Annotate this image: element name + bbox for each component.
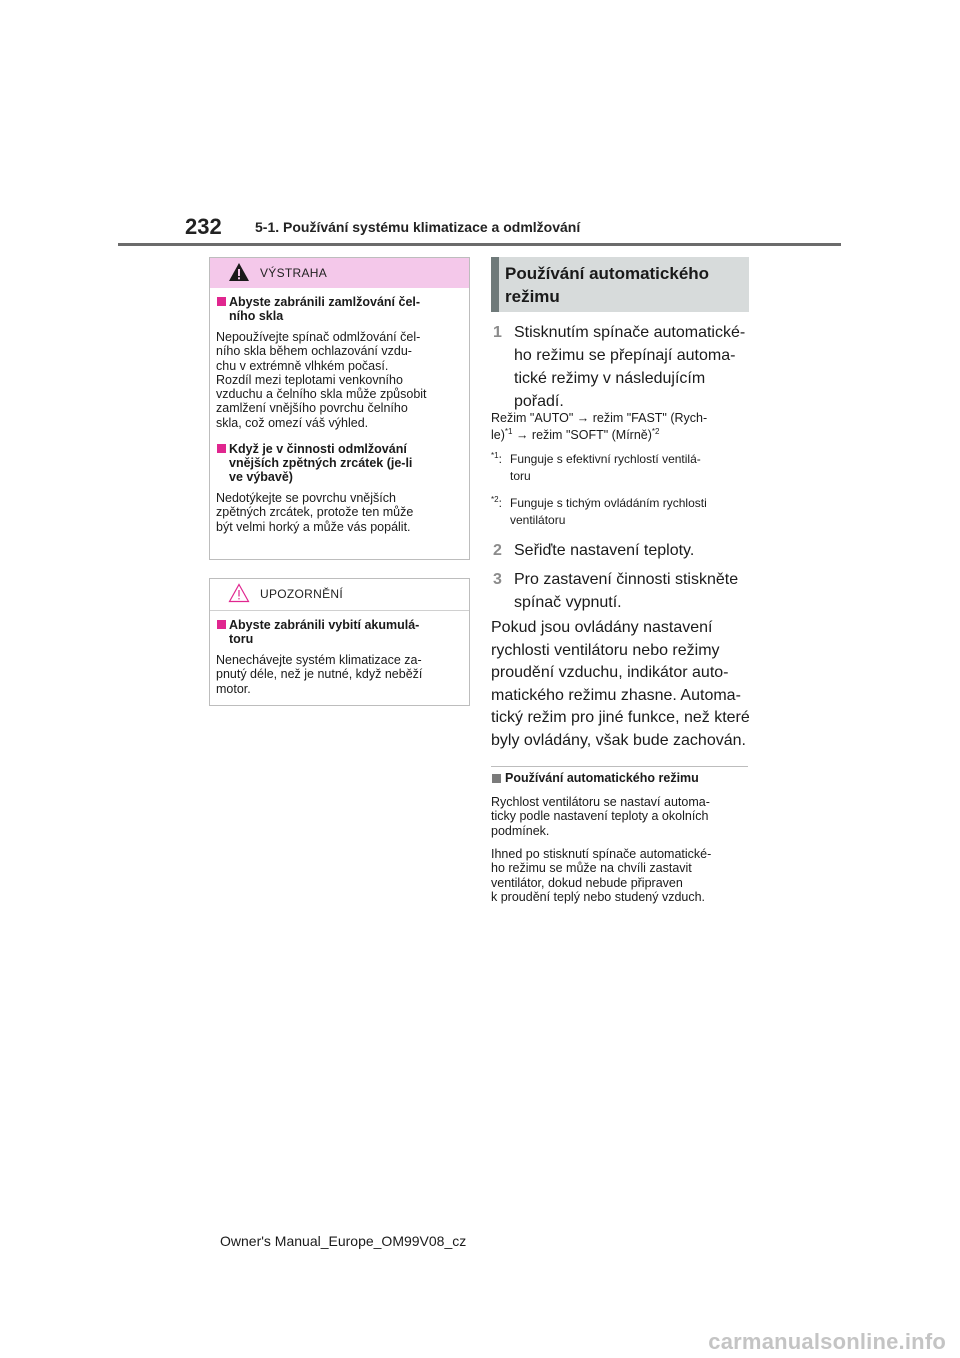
info-paragraph-1: Rychlost ventilátoru se nastaví automa- ticky podle nastavení teploty a okolních podmínek.	[491, 795, 710, 838]
footnote-1	[491, 451, 753, 485]
mode-sequence	[491, 410, 753, 444]
page-number: 232	[185, 214, 222, 239]
sequence-part-1: Režim "AUTO" → režim "FAST" (Rych- le)	[491, 411, 708, 442]
info-divider	[491, 766, 748, 767]
sequence-part-2: → režim "SOFT" (Mírně)	[512, 428, 652, 442]
footnote-2	[491, 495, 753, 529]
caution-item-1-title: Abyste zabránili vybití akumulá- toru	[229, 618, 420, 646]
section-title: 5-1. Používání systému klimatizace a odmlžování	[255, 219, 581, 235]
auto-mode-heading-text: Používání automatického režimu	[505, 264, 710, 306]
step-1-text: Stisknutím spínače automatické- ho režimu se přepínají automa- tické režimy v následujícím pořadí.	[514, 324, 746, 410]
caution-box	[209, 578, 470, 706]
warning-item-2-title: Když je v činnosti odmlžování vnějších zpětných zrcátek (je-li ve výbavě)	[229, 442, 413, 485]
info-paragraph-2: Ihned po stisknutí spínače automatické- ho režimu se může na chvíli zastavit ventilátor, dokud nebude připraven k proudění teplý nebo studený vzduch.	[491, 847, 712, 904]
warning-box	[209, 257, 470, 560]
step-1-number: 1	[493, 324, 502, 341]
step-2-number: 2	[493, 542, 502, 559]
warning-box-header	[210, 258, 469, 288]
warning-item-title	[216, 442, 461, 484]
footnote-2-text: Funguje s tichým ovládáním rychlosti ventilátoru	[510, 496, 707, 527]
watermark: carmanualsonline.info	[708, 1329, 946, 1354]
step-3-text: Pro zastavení činnosti stiskněte spínač vypnutí.	[514, 571, 739, 611]
auto-mode-heading	[491, 257, 749, 312]
caution-label: UPOZORNĚNÍ	[260, 587, 344, 601]
bullet-square-icon	[492, 774, 501, 783]
heading-accent-bar	[491, 257, 499, 312]
info-heading	[491, 771, 753, 785]
info-heading-text: Používání automatického režimu	[505, 771, 699, 785]
caution-box-header	[210, 579, 469, 611]
warning-item-2-text: Nedotýkejte se povrchu vnějších zpětných zrcátek, protože ten může být velmi horký a může vás popálit.	[216, 491, 414, 534]
warning-item-1-text: Nepoužívejte spínač odmlžování čel- ního skla během ochlazování vzdu- chu v extrémně vlhkém počasí. Rozdíl mezi teplotami venkovního vzduchu a čelního skla může způsobit zamlžení vnějšího povrchu čelního skla, což omezí váš výhled.	[216, 330, 427, 430]
step-1	[493, 321, 753, 413]
header-rule	[118, 243, 841, 246]
caution-item-1-text: Nenechávejte systém klimatizace za- pnutý déle, než je nutné, když neběží motor.	[216, 653, 423, 696]
sequence-mark-1: *1	[504, 426, 513, 436]
footer-manual-name: Owner's Manual_Europe_OM99V08_cz	[220, 1233, 467, 1249]
footnote-2-mark: $^{*2}$:	[491, 495, 502, 510]
step-2-text: Seřiďte nastavení teploty.	[514, 542, 695, 559]
warning-label: VÝSTRAHA	[260, 266, 328, 280]
bullet-square-icon	[217, 620, 226, 629]
caution-item-title	[216, 618, 461, 646]
sequence-mark-2: *2	[651, 426, 660, 436]
step-2	[493, 539, 753, 562]
bullet-square-icon	[217, 297, 226, 306]
step-3	[493, 568, 753, 614]
warning-icon	[228, 262, 250, 282]
auto-mode-paragraph: Pokud jsou ovládány nastavení rychlosti ventilátoru nebo režimy proudění vzduchu, indikátor auto- matického režimu zhasne. Automa- tický režim pro jiné funkce, než které byly ovládány, však bude zachován.	[491, 619, 750, 749]
warning-item-title	[216, 295, 461, 323]
footnote-1-mark: $^{*1}$:	[491, 451, 502, 466]
bullet-square-icon	[217, 444, 226, 453]
step-3-number: 3	[493, 571, 502, 588]
caution-icon	[228, 583, 250, 603]
warning-item-1-title: Abyste zabránili zamlžování čel- ního skla	[229, 295, 421, 323]
footnote-1-text: Funguje s efektivní rychlostí ventilá- toru	[510, 452, 701, 483]
